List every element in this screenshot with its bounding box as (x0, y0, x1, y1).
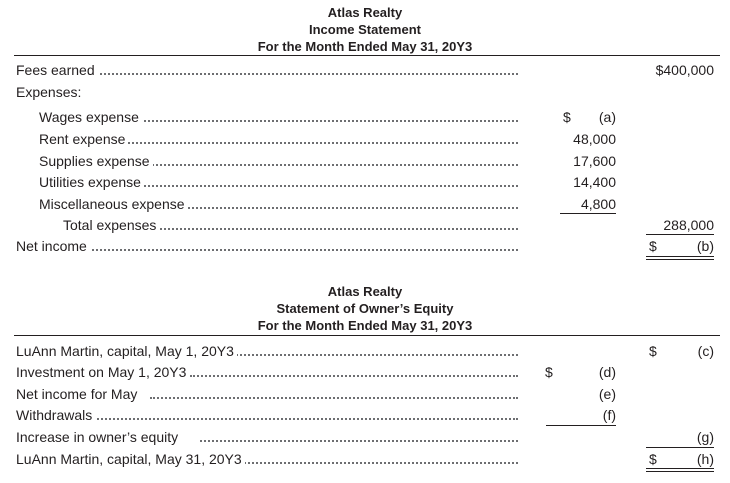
dollar-sign: $ (563, 109, 571, 125)
amount: 288,000 (663, 217, 714, 233)
amount: (f) (602, 407, 616, 423)
total-underline (646, 234, 714, 235)
increase-equity-row (0, 427, 730, 447)
statement-period: For the Month Ended May 31, 20Y3 (257, 39, 473, 54)
dollar-sign: $ (649, 238, 657, 254)
statement-title: Statement of Owner’s Equity (276, 301, 454, 316)
amount: (g) (696, 429, 714, 445)
capital-begin-row (0, 341, 730, 361)
company-name: Atlas Realty (327, 284, 403, 299)
amount: 17,600 (573, 153, 616, 169)
amount: $400,000 (655, 62, 714, 78)
supplies-expense-row (0, 151, 730, 171)
utilities-expense-row (0, 172, 730, 192)
subtotal-underline (560, 213, 616, 214)
fees-earned-row (0, 60, 730, 80)
leader-dots (100, 164, 518, 166)
leader-dots (100, 185, 518, 187)
row-label: LuAnn Martin, capital, May 1, 20Y3 (16, 341, 237, 361)
row-label: Supplies expense (39, 151, 153, 171)
rent-expense-row (0, 129, 730, 149)
row-label: Expenses: (16, 82, 84, 102)
amount: (d) (598, 364, 616, 380)
amount: (c) (697, 343, 714, 359)
amount: (e) (598, 386, 616, 402)
row-label: Wages expense (39, 107, 142, 127)
row-label: Rent expense (39, 129, 128, 149)
amount: (a) (598, 109, 616, 125)
row-label: Increase in owner’s equity (16, 427, 181, 447)
amount: (h) (696, 451, 714, 467)
leader-dots (100, 120, 518, 122)
row-label: Total expenses (63, 215, 159, 235)
expenses-heading-row (0, 82, 730, 102)
dollar-sign: $ (545, 364, 553, 380)
row-label: LuAnn Martin, capital, May 31, 20Y3 (16, 449, 245, 469)
leader-dots (100, 142, 518, 144)
subtotal-underline (546, 425, 616, 426)
row-label: Utilities expense (39, 172, 144, 192)
wages-expense-row (0, 107, 730, 127)
row-label: Withdrawals (16, 405, 95, 425)
double-underline-top (646, 256, 714, 257)
leader-dots (90, 418, 518, 420)
row-label: Net income (16, 236, 90, 256)
owners-equity-header (0, 283, 730, 334)
dollar-sign: $ (649, 343, 657, 359)
double-underline-top (646, 468, 714, 469)
leader-dots (60, 249, 518, 251)
dollar-sign: $ (649, 451, 657, 467)
capital-end-row (0, 449, 730, 469)
header-rule (14, 55, 720, 56)
leader-dots (220, 462, 518, 464)
total-expenses-row (0, 215, 730, 235)
withdrawals-row (0, 405, 730, 425)
total-underline (646, 447, 714, 448)
leader-dots (190, 375, 518, 377)
amount: 4,800 (580, 196, 616, 212)
income-statement-header (0, 4, 730, 55)
double-underline-bottom (646, 259, 714, 260)
amount: (b) (696, 238, 714, 254)
leader-dots (60, 73, 518, 75)
row-label: Miscellaneous expense (39, 194, 188, 214)
misc-expense-row (0, 194, 730, 214)
statement-title: Income Statement (309, 22, 421, 37)
statement-period: For the Month Ended May 31, 20Y3 (257, 318, 473, 333)
row-label: Investment on May 1, 20Y3 (16, 362, 189, 382)
double-underline-bottom (646, 471, 714, 472)
net-income-row (0, 236, 730, 256)
row-label: Fees earned (16, 60, 98, 80)
amount: 48,000 (573, 131, 616, 147)
amount: 14,400 (573, 174, 616, 190)
row-label: Net income for May (16, 384, 140, 404)
leader-dots (220, 354, 518, 356)
leader-dots (120, 228, 518, 230)
header-rule (14, 335, 720, 336)
company-name: Atlas Realty (327, 5, 403, 20)
leader-dots (150, 397, 518, 399)
net-income-for-may-row (0, 384, 730, 404)
investment-row (0, 362, 730, 382)
leader-dots (200, 440, 518, 442)
